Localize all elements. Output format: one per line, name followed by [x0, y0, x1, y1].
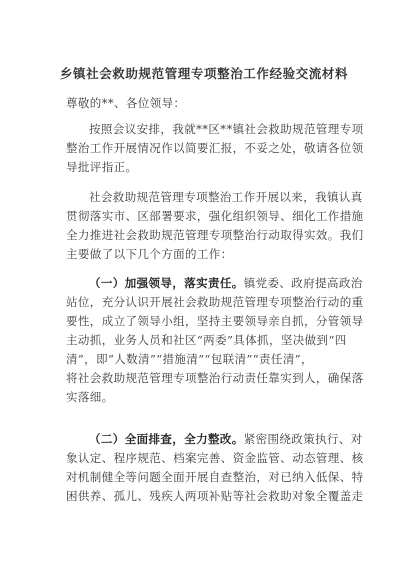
paragraph-text: 镇党委、政府提高政治 [243, 276, 363, 290]
paragraph-line: 要性，成立了领导小组，坚持主要领导亲自抓，分管领导 [66, 314, 364, 328]
paragraph-line: 象认定、程序规范、档案完善、资金监管、动态管理、核 [66, 451, 364, 465]
paragraph-line: 清”，即“人数清”“措施清”“包联清”“责任清”， [66, 352, 313, 366]
paragraph-line: 全力推进社会救助规范管理专项整治行动取得实效。我们 [66, 228, 364, 242]
document-title: 乡镇社会救助规范管理专项整治工作经验交流材料 [59, 66, 349, 81]
paragraph-overview [66, 188, 364, 264]
paragraph-line: 贯彻落实市、区部署要求，强化组织领导、细化工作措施 [66, 209, 364, 223]
salutation: 尊敬的**、各位领导： [66, 96, 186, 110]
paragraph-line: 困供养、孤儿、残疾人两项补贴等社会救助对象全覆盖走 [66, 489, 364, 503]
paragraph-section-one [66, 274, 364, 407]
paragraph-line: 整治工作开展情况作以简要汇报，不妥之处，敬请各位领 [66, 141, 364, 155]
paragraph-line [66, 430, 363, 449]
paragraph-text: 紧密围绕政策执行、对 [243, 432, 363, 446]
paragraph-line: 按照会议安排，我就**区**镇社会救助规范管理专项 [89, 122, 364, 136]
paragraph-line: 主要做了以下几个方面的工作： [66, 247, 233, 261]
paragraph-line: 将社会救助规范管理专项整治行动责任靠实到人，确保落 [66, 371, 364, 385]
paragraph-line: 站位，充分认识开展社会救助规范管理专项整治行动的重 [66, 295, 364, 309]
section-heading: （二）全面排查，全力整改。 [89, 432, 244, 446]
paragraph-line: 社会救助规范管理专项整治工作开展以来，我镇认真 [89, 190, 363, 204]
paragraph-line: 实落细。 [66, 390, 114, 404]
paragraph-line: 主动抓，业务人员和社区“两委”具体抓，坚决做到“四 [66, 333, 347, 347]
section-heading: （一）加强领导，落实责任。 [89, 276, 244, 290]
paragraph-section-two [66, 430, 364, 506]
paragraph-line: 导批评指正。 [66, 160, 138, 174]
paragraph-line: 对机制健全等问题全面开展自查整治，对已纳入低保、特 [66, 470, 364, 484]
paragraph-line [66, 274, 363, 293]
paragraph-intro [66, 120, 364, 177]
